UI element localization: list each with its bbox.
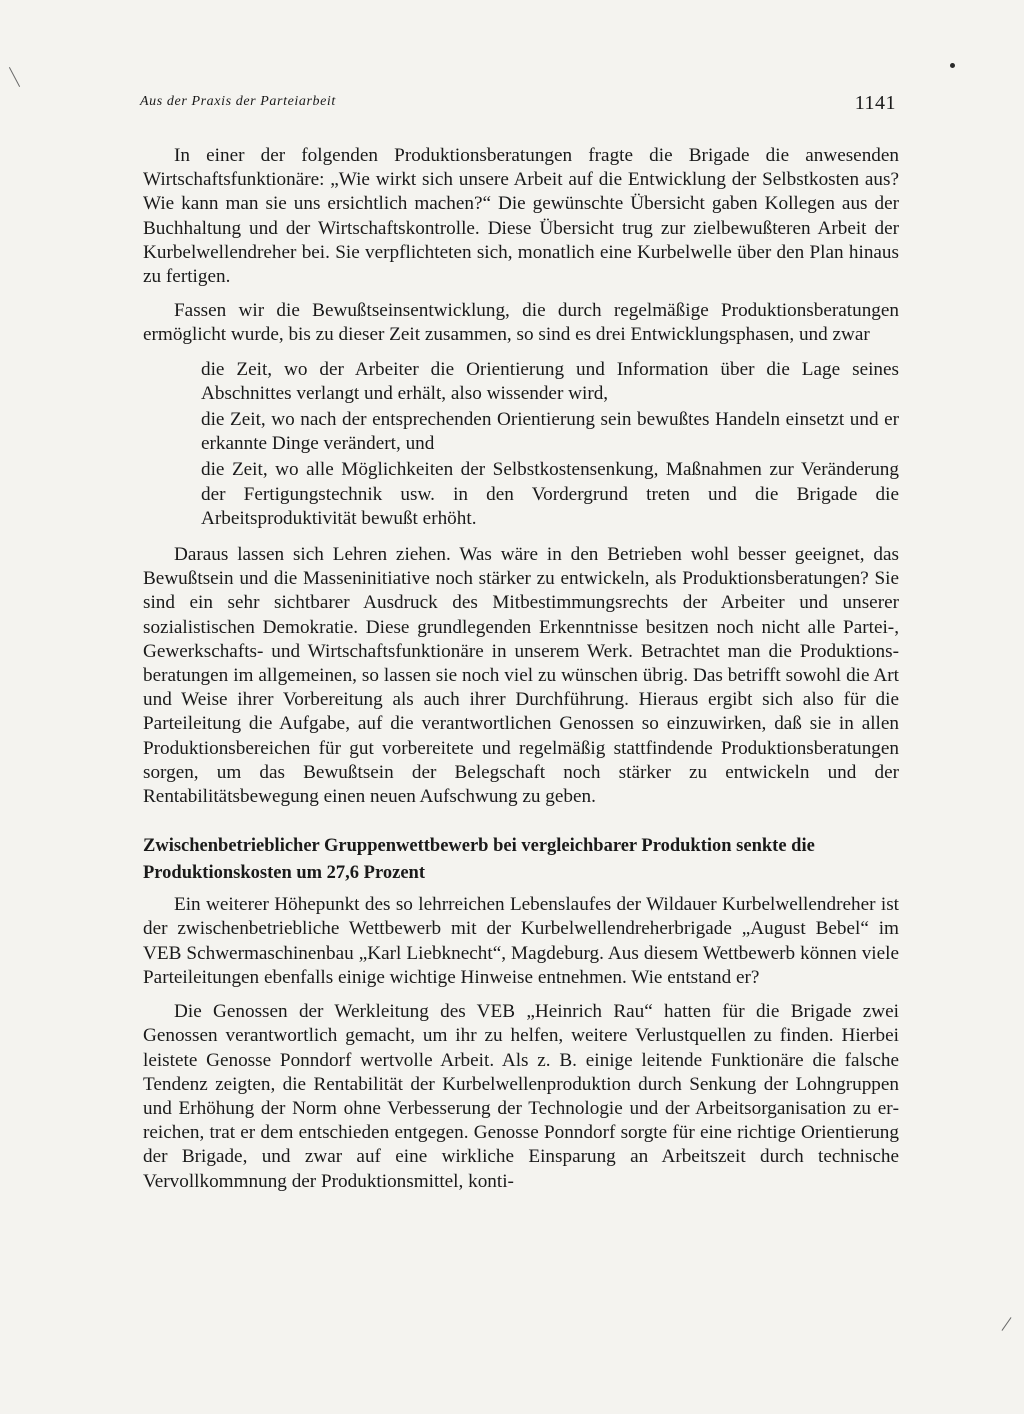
page-header [140,92,900,122]
page-number: 1141 [854,92,896,114]
phase-item: die Zeit, wo nach der entsprechenden Orientierung sein bewußtes Handeln einsetzt und er erkannte Dinge verändert, und [201,409,899,455]
section-heading: Zwischenbetrieblicher Gruppenwettbewerb bei vergleichbarer Produktion senkte die Produktionskosten um 27,6 Prozent [143,836,815,884]
paragraph: Fassen wir die Bewußtseinsentwicklung, die durch regelmäßige Produktionsberatungen ermöglicht wurde, bis zu dieser Zeit zusammen, so sind es drei Entwicklungsphasen, und zwar [143,300,899,346]
paragraph: In einer der folgenden Produktionsberatungen fragte die Brigade die anwesenden Wirtschaftsfunktionäre: „Wie wirkt sich unsere Arbeit auf die Entwicklung der Selbstkosten aus? Wie kann man sie uns ersichtlich machen?“ Die gewünschte Übersicht gaben Kollegen aus der Buchhaltung und der Wirtschaftskontrolle. Diese Übersicht trug zur zielbewußteren Arbeit der Kurbelwellendreher bei. Sie verpflichteten sich, monatlich eine Kurbelwelle über den Plan hinaus zu fertigen. [143,145,899,288]
paragraph: Daraus lassen sich Lehren ziehen. Was wäre in den Betrieben wohl besser geeignet, das Bewußtsein und die Masseninitiative noch stärker zu entwickeln, als Produktionsberatungen? Sie sind ein sehr sichtbarer Ausdruck des Mitbestimmungsrechts der Arbeiter und unserer sozialistischen Demokratie. Diese grundlegenden Erkenntnisse besitzen noch nicht alle Partei-, Gewerkschafts- und Wirtschaftsfunktionäre in unserem Werk. Betrachtet man die Produktionsberatungen im allgemeinen, so lassen sie noch viel zu wünschen übrig. Das betrifft sowohl die Art und Weise ihrer Vorbereitung als auch ihrer Durchführung. Hieraus ergibt sich also für die Parteileitung die Aufgabe, auf die verantwortlichen Genossen so einzuwirken, daß sie in allen Produktionsbereichen für gut vorbereitete und regelmäßig stattfindende Produktionsberatungen sorgen, um das Bewußtsein der Belegschaft noch stärker zu entwickeln und der Rentabilitätsbewegung einen neuen Aufschwung zu geben. [143,544,899,808]
ink-speck [950,63,955,68]
scan-edge-mark [9,67,20,87]
running-head: Aus der Praxis der Parteiarbeit [140,94,336,109]
article-body [143,144,899,1204]
phase-item: die Zeit, wo alle Möglichkeiten der Selbstkostensenkung, Maßnahmen zur Veränderung der Fertigungstechnik usw. in den Vordergrund treten und die Brigade die Arbeitsproduktivität bewußt erhöht. [201,459,899,529]
scan-edge-mark [1002,1317,1012,1331]
paragraph: Die Genossen der Werkleitung des VEB „Heinrich Rau“ hatten für die Brigade zwei Genossen verantwortlich gemacht, um ihr zu helfen, weitere Verlustquellen zu finden. Hierbei leistete Genosse Ponndorf wertvolle Arbeit. Als z. B. einige leitende Funktionäre die falsche Tendenz zeigten, die Rentabilität der Kurbelwellenproduktion durch Senkung der Lohngruppen und Erhöhung der Norm ohne Verbesserung der Technologie und der Arbeitsorganisation zu erreichen, trat er dem entschieden entgegen. Genosse Ponndorf sorgte für eine richtige Orientierung der Brigade, und zwar auf eine wirkliche Einsparung an Arbeitszeit durch technische Vervollkommnung der Produktionsmittel, konti- [143,1001,899,1192]
phase-item: die Zeit, wo der Arbeiter die Orientierung und Information über die Lage seines Abschnittes verlangt und erhält, also wissender wird, [201,358,899,404]
paragraph: Ein weiterer Höhepunkt des so lehrreichen Lebenslaufes der Wildauer Kurbelwellendreher ist der zwischenbetriebliche Wettbewerb mit der Kurbelwellendreherbrigade „August Bebel“ im VEB Schwermaschinenbau „Karl Liebknecht“, Magdeburg. Aus diesem Wettbewerb können viele Parteileitungen ebenfalls einige wichtige Hinweise entnehmen. Wie entstand er? [143,894,899,988]
phase-list [201,358,899,531]
